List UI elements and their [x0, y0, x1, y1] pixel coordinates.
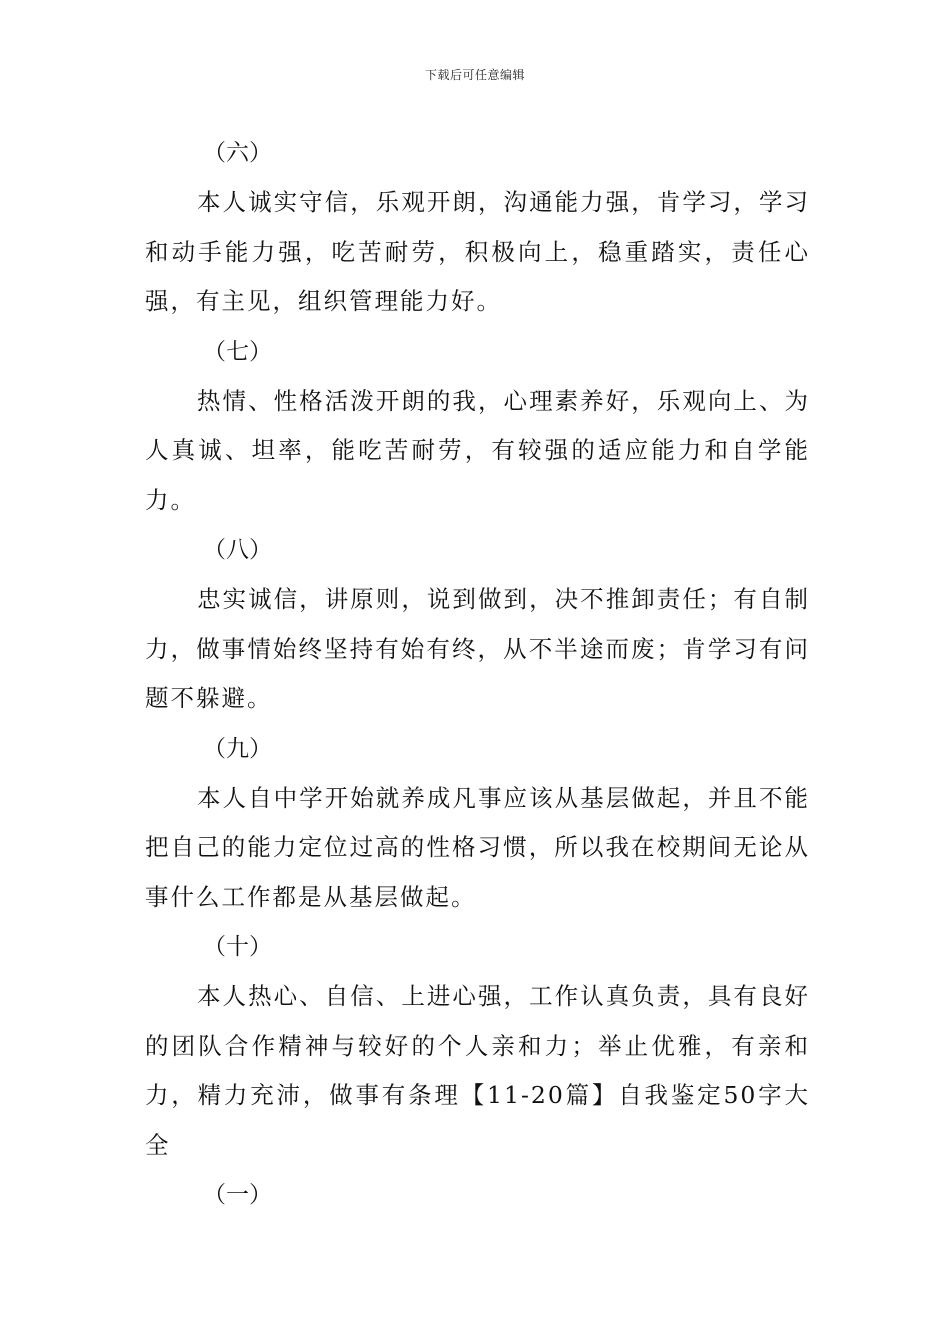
- document-body: [145, 128, 810, 1220]
- section-heading-9: （九）: [203, 735, 272, 762]
- section-heading-6: （六）: [203, 140, 272, 166]
- section-paragraph-8: 忠实诚信，讲原则，说到做到，决不推卸责任；有自制力，做事情始终坚持有始有终，从不半途而废；肯学习有问题不躲避。: [145, 585, 810, 712]
- section-heading-10: （十）: [203, 934, 272, 960]
- page-header: 下载后可任意编辑: [424, 68, 525, 82]
- section-heading-7: （七）: [203, 338, 272, 365]
- section-paragraph-6: 本人诚实守信，乐观开朗，沟通能力强，肯学习，学习和动手能力强，吃苦耐劳，积极向上，稳重踏实，责任心强，有主见，组织管理能力好。: [145, 188, 810, 315]
- section-heading-8: （八）: [203, 537, 272, 563]
- section-heading-1: （一）: [203, 1182, 272, 1208]
- section-paragraph-9: 本人自中学开始就养成凡事应该从基层做起，并且不能把自己的能力定位过高的性格习惯，所以我在校期间无论从事什么工作都是从基层做起。: [145, 783, 810, 911]
- section-paragraph-10: 本人热心、自信、上进心强，工作认真负责，具有良好的团队合作精神与较好的个人亲和力；举止优雅，有亲和力，精力充沛，做事有条理【11-20篇】自我鉴定50字大全: [145, 982, 810, 1159]
- section-paragraph-7: 热情、性格活泼开朗的我，心理素养好，乐观向上、为人真诚、坦率，能吃苦耐劳，有较强的适应能力和自学能力。: [145, 386, 810, 514]
